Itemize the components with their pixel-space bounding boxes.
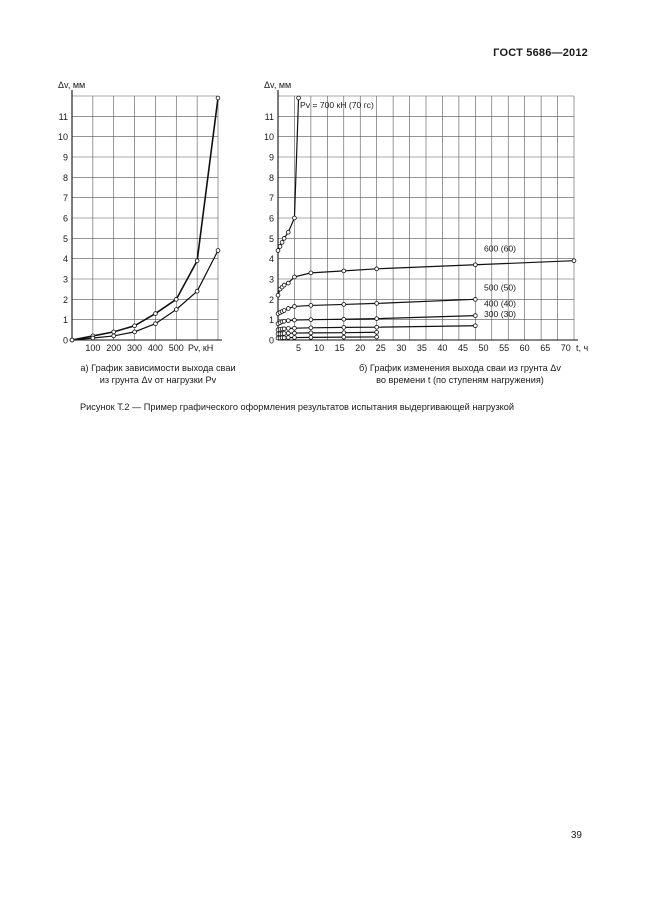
chart-a-x-tick-label: 400	[147, 343, 163, 353]
chart-a-y-tick-label: 3	[62, 274, 68, 285]
chart-b-data-point	[286, 307, 290, 311]
chart-pull-out-vs-time	[264, 80, 589, 353]
chart-b-series-label: 300 (30)	[484, 308, 517, 319]
chart-b-x-tick-label: 70	[560, 343, 571, 353]
chart-a-y-tick-label: 10	[57, 132, 68, 143]
chart-b-data-point	[293, 331, 297, 335]
chart-b-data-point	[282, 283, 286, 287]
chart-a-y-tick-label: 1	[62, 315, 68, 326]
chart-a-y-tick-label: 7	[62, 193, 68, 204]
chart-b-data-point	[286, 336, 290, 340]
chart-b-y-tick-label: 1	[268, 315, 274, 326]
chart-a-x-axis-label: Pv, кН	[188, 343, 214, 353]
chart-b-data-point	[309, 271, 313, 275]
chart-b-x-tick-label: 20	[355, 343, 366, 353]
chart-a-data-point	[70, 338, 74, 342]
chart-a-y-tick-label: 2	[62, 294, 68, 305]
chart-b-y-tick-label: 2	[268, 294, 274, 305]
chart-a-y-tick-label: 11	[58, 111, 68, 122]
chart-b-data-point	[282, 309, 286, 313]
chart-b-y-tick-label: 7	[268, 193, 274, 204]
chart-b-caption-line2: во времени t (по ступеням нагружения)	[376, 375, 544, 385]
chart-b-data-point	[342, 303, 346, 307]
chart-b-data-point	[282, 332, 286, 336]
chart-a-x-tick-label: 100	[85, 343, 101, 353]
chart-b-data-point	[375, 335, 379, 339]
chart-b-data-point	[375, 330, 379, 334]
chart-b-data-point	[293, 216, 297, 220]
chart-a-x-tick-label: 300	[127, 343, 143, 353]
chart-b-series-line	[278, 98, 299, 251]
chart-b-data-point	[473, 324, 477, 328]
chart-a-caption-line2: из грунта Δv от нагрузки Pv	[99, 375, 217, 385]
chart-b-y-tick-label: 8	[268, 172, 274, 183]
chart-a-y-axis-label: Δv, мм	[58, 80, 86, 90]
chart-b-x-tick-label: 65	[540, 343, 551, 353]
chart-b-series-label: 600 (60)	[484, 243, 517, 254]
chart-b-y-tick-label: 4	[268, 254, 274, 265]
chart-b-data-point	[375, 317, 379, 321]
chart-a-caption-line1: а) График зависимости выхода сваи	[80, 363, 236, 373]
chart-b-data-point	[342, 335, 346, 339]
chart-b-data-point	[293, 336, 297, 340]
chart-b-data-point	[342, 317, 346, 321]
chart-a-data-point	[216, 249, 220, 253]
chart-b-x-tick-label: 30	[396, 343, 407, 353]
chart-a-data-point	[216, 96, 220, 100]
chart-b-data-point	[282, 327, 286, 331]
chart-b-data-point	[309, 326, 313, 330]
chart-b-y-tick-label: 5	[268, 233, 274, 244]
chart-b-data-point	[286, 319, 290, 323]
chart-b-x-tick-label: 25	[375, 343, 386, 353]
chart-b-series-label: 400 (40)	[484, 298, 517, 309]
chart-b-caption	[330, 362, 590, 386]
chart-a-y-tick-label: 4	[62, 254, 68, 265]
chart-b-y-tick-label: 3	[268, 274, 274, 285]
chart-b-data-point	[342, 331, 346, 335]
chart-a-data-point	[174, 297, 178, 301]
chart-b-data-point	[293, 326, 297, 330]
chart-b-data-point	[473, 314, 477, 318]
chart-b-x-tick-label: 10	[314, 343, 325, 353]
chart-a-data-point	[195, 259, 199, 263]
chart-b-x-tick-label: 50	[478, 343, 489, 353]
chart-b-data-point	[375, 302, 379, 306]
chart-b-data-point	[280, 241, 284, 245]
chart-b-y-axis-label: Δv, мм	[264, 80, 292, 90]
chart-a-y-tick-label: 8	[62, 172, 68, 183]
chart-b-data-point	[309, 335, 313, 339]
chart-b-x-tick-label: 55	[499, 343, 510, 353]
chart-b-data-point	[293, 318, 297, 322]
chart-a-data-point	[154, 322, 158, 326]
chart-a-data-point	[133, 330, 137, 334]
chart-a-y-tick-label: 9	[62, 152, 68, 163]
chart-b-series-label: Pv = 700 кН (70 гс)	[300, 100, 374, 110]
chart-a-series-line	[72, 98, 218, 340]
chart-a-x-tick-label: 200	[106, 343, 122, 353]
chart-b-data-point	[572, 259, 576, 263]
chart-b-data-point	[342, 269, 346, 273]
chart-b-data-point	[282, 336, 286, 340]
chart-b-data-point	[278, 245, 282, 249]
chart-b-data-point	[375, 267, 379, 271]
chart-a-data-point	[154, 312, 158, 316]
standard-designation: ГОСТ 5686—2012	[493, 47, 588, 59]
chart-b-x-tick-label: 45	[457, 343, 469, 353]
chart-b-data-point	[309, 331, 313, 335]
chart-b-x-tick-label: 40	[437, 343, 448, 353]
chart-a-data-point	[91, 336, 95, 340]
chart-a-data-point	[112, 334, 116, 338]
figure-t2	[0, 0, 646, 380]
chart-b-data-point	[286, 327, 290, 331]
chart-b-caption-line1: б) График изменения выхода сваи из грунта Δv	[359, 363, 561, 373]
chart-b-data-point	[282, 319, 286, 323]
chart-b-data-point	[276, 249, 280, 253]
chart-b-series-label: 500 (50)	[484, 282, 517, 293]
chart-a-data-point	[174, 308, 178, 312]
chart-b-x-tick-label: 5	[296, 343, 302, 353]
chart-b-data-point	[342, 325, 346, 329]
chart-a-data-point	[133, 324, 137, 328]
chart-b-data-point	[309, 304, 313, 308]
chart-b-x-tick-label: 60	[519, 343, 530, 353]
chart-b-data-point	[286, 230, 290, 234]
chart-b-x-tick-label: 15	[334, 343, 345, 353]
chart-b-data-point	[293, 275, 297, 279]
chart-b-y-tick-label: 10	[263, 132, 274, 143]
chart-a-y-tick-label: 5	[62, 233, 68, 244]
chart-b-data-point	[286, 331, 290, 335]
chart-b-data-point	[276, 293, 280, 297]
chart-b-x-axis-label: t, ч	[576, 343, 589, 353]
chart-a-y-tick-label: 0	[62, 335, 68, 346]
chart-b-data-point	[282, 236, 286, 240]
chart-b-x-tick-label: 35	[416, 343, 427, 353]
chart-pull-out-vs-load	[58, 80, 222, 353]
chart-b-y-tick-label: 11	[264, 111, 274, 122]
chart-b-data-point	[473, 297, 477, 301]
chart-b-data-point	[286, 281, 290, 285]
chart-b-y-tick-label: 0	[268, 335, 274, 346]
chart-a-data-point	[195, 289, 199, 293]
chart-b-data-point	[293, 305, 297, 309]
chart-a-x-tick-label: 500	[168, 343, 184, 353]
chart-b-data-point	[473, 263, 477, 267]
chart-a-caption	[58, 362, 258, 386]
chart-b-y-tick-label: 6	[268, 213, 274, 224]
chart-a-y-tick-label: 6	[62, 213, 68, 224]
page-number: 39	[570, 830, 582, 841]
chart-b-data-point	[375, 325, 379, 329]
chart-b-y-tick-label: 9	[268, 152, 274, 163]
chart-a-data-point	[112, 330, 116, 334]
chart-b-data-point	[309, 318, 313, 322]
figure-caption: Рисунок Т.2 — Пример графического оформления результатов испытания выдергивающей нагрузкой	[80, 402, 515, 412]
